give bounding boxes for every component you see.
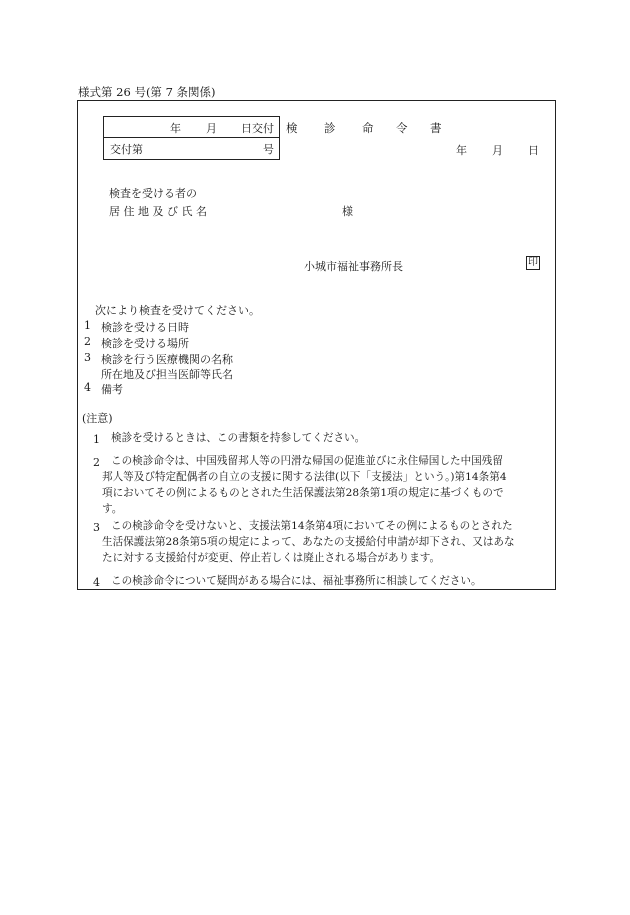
note-line: この検診命令を受けないと、支援法第14条第4項においてその例によるものとされた [111,520,513,532]
issue-month-label: 月 [206,122,217,135]
item-number: 2 [84,335,91,348]
note-number: 4 [93,576,100,589]
date-month-label: 月 [492,144,503,157]
note-text [111,573,482,589]
issuer-name: 小城市福祉事務所長 [304,260,403,273]
item-text: 検診を行う医療機関の名称 [101,353,233,366]
date-year-label: 年 [456,144,467,157]
title-char: 令 [396,121,408,135]
note-number: 1 [93,433,100,446]
date-day-label: 日 [528,144,539,157]
issue-number-suffix: 号 [263,143,274,156]
note-line: 検診を受けるときは、この書類を持参してください。 [111,432,366,444]
item-text: 検診を受ける場所 [101,337,189,350]
item-number: 4 [84,381,91,394]
issue-date-row [104,117,279,138]
note-line: この検診命令は、中国残留邦人等の円滑な帰国の促進並びに永住帰国した中国残留 [111,455,503,467]
instruction-text: 次により検査を受けてください。 [95,304,260,317]
item-text: 備考 [101,383,123,396]
note-line: 項においてその例によるものとされた生活保護法第28条第1項の規定に基づくもので [102,487,504,499]
title-char: 書 [430,121,442,135]
issue-number-row [104,138,279,159]
notes-heading: (注意) [82,412,113,425]
note-line: 生活保護法第28条第5項の規定によって、あなたの支援給付申請が却下され、又はあな [102,536,515,548]
note-number: 2 [93,456,100,469]
note-text [102,518,552,566]
note-number: 3 [93,521,100,534]
item-text: 検診を受ける日時 [101,321,189,334]
title-char: 検 [286,121,298,135]
form-label: 様式第 26 号(第 7 条関係) [78,85,216,99]
issue-year-label: 年 [170,122,181,135]
item-number: 1 [84,319,91,332]
seal-mark: 印 [528,257,538,268]
note-text [102,453,552,517]
item-number: 3 [84,351,91,364]
issue-day-label: 日交付 [241,122,274,135]
note-line: この検診命令について疑問がある場合には、福祉事務所に相談してください。 [111,575,482,587]
issue-number-prefix: 交付第 [110,143,143,156]
note-line: 邦人等及び特定配偶者の自立の支援に関する法律(以下「支援法」という。)第14条第4 [102,471,507,483]
recipient-honorific: 様 [342,205,353,218]
title-char: 診 [324,121,336,135]
note-text [111,430,365,446]
issue-box [103,116,280,160]
note-line: たに対する支援給付が変更、停止若しくは廃止される場合があります。 [102,552,441,564]
title-char: 命 [362,121,374,135]
note-line: す。 [102,503,123,515]
item-text: 所在地及び担当医師等氏名 [101,368,233,381]
recipient-label-line1: 検査を受ける者の [109,187,197,200]
recipient-label-line2: 居 住 地 及 び 氏 名 [109,205,207,218]
